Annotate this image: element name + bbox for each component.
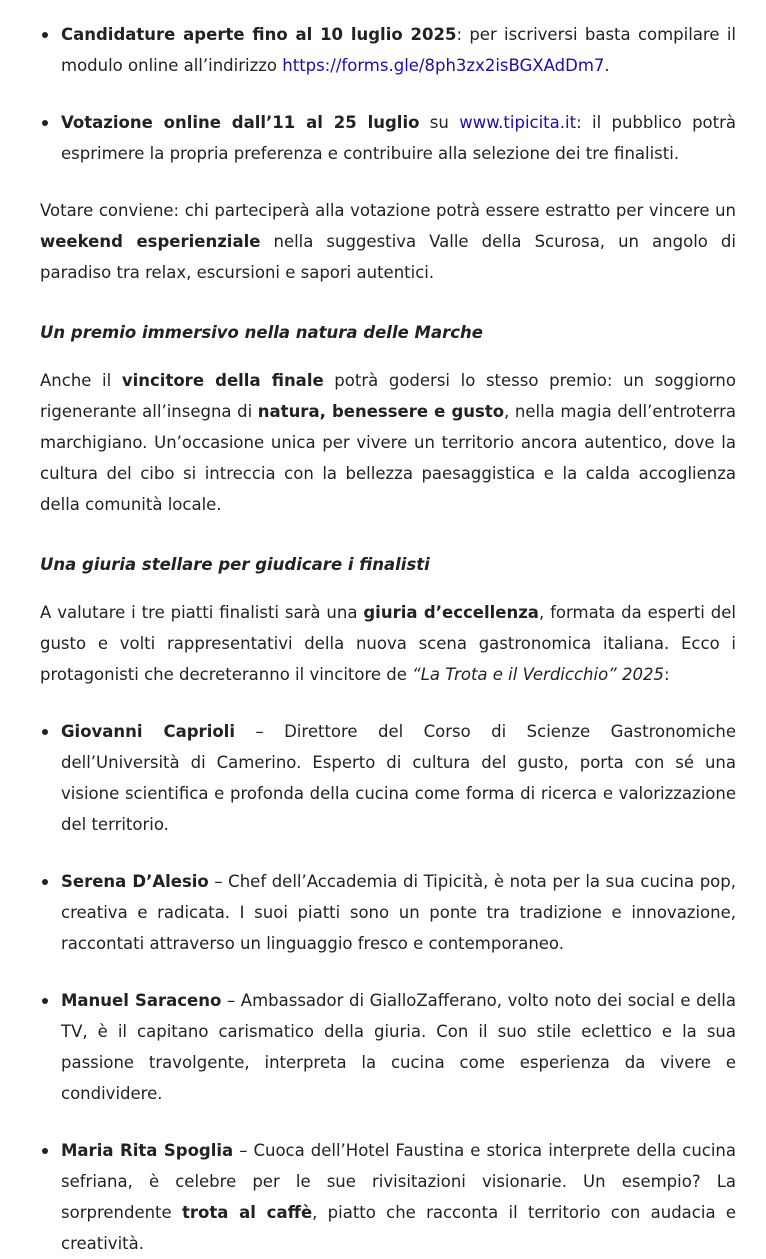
paragraph-jury: A valutare i tre piatti finalisti sarà una giuria d’eccellenza, formata da esperti del gusto e volti rappresentativi della nuova scena gastronomica italiana. Ecco i protagonisti che decreteranno il vincitore de “La Trota e il Verdicchio” 2025: [40, 603, 736, 684]
jury-list [40, 716, 736, 1259]
heading-jury: Una giuria stellare per giudicare i finalisti [40, 555, 430, 574]
list-item-voting: Votazione online dall’11 al 25 luglio su www.tipicita.it: il pubblico potrà esprimere la propria preferenza e contribuire alla selezione dei tre finalisti. [40, 107, 736, 169]
applications-deadline: Candidature aperte fino al 10 luglio 2025 [61, 25, 457, 44]
paragraph-prize: Anche il vincitore della finale potrà godersi lo stesso premio: un soggiorno rigenerante all’insegna di natura, benessere e gusto, nella magia dell’entroterra marchigiano. Un’occasione unica per vivere un territorio ancora autentico, dove la cultura del cibo si intreccia con la bellezza paesaggistica e la calda accoglienza della comunità locale. [40, 371, 736, 514]
jury-member-dalesio: Serena D’Alesio – Chef dell’Accademia di Tipicità, è nota per la sua cucina pop, creativa e radicata. I suoi piatti sono un ponte tra tradizione e innovazione, raccontati attraverso un linguaggio fresco e contemporaneo. [40, 866, 736, 959]
voting-dates: Votazione online dall’11 al 25 luglio [61, 113, 420, 132]
article-body [40, 0, 736, 1259]
jury-member-caprioli: Giovanni Caprioli – Direttore del Corso di Scienze Gastronomiche dell’Università di Camerino. Esperto di cultura del gusto, porta con sé una visione scientifica e profonda della cucina come forma di ricerca e valorizzazione del territorio. [40, 716, 736, 840]
paragraph-vote: Votare conviene: chi parteciperà alla votazione potrà essere estratto per vincere un weekend esperienziale nella suggestiva Valle della Scurosa, un angolo di paradiso tra relax, escursioni e sapori autentici. [40, 201, 736, 282]
heading-prize: Un premio immersivo nella natura delle Marche [40, 323, 483, 342]
form-link[interactable]: https://forms.gle/8ph3zx2isBGXAdDm7 [282, 56, 605, 75]
jury-member-saraceno: Manuel Saraceno – Ambassador di GialloZafferano, volto noto dei social e della TV, è il capitano carismatico della giuria. Con il suo stile eclettico e la sua passione travolgente, interpreta la cucina come esperienza da vivere e condividere. [40, 985, 736, 1109]
registration-list [40, 19, 736, 169]
tipicita-link[interactable]: www.tipicita.it [459, 113, 577, 132]
list-item-applications: Candidature aperte fino al 10 luglio 2025: per iscriversi basta compilare il modulo online all’indirizzo https://forms.gle/8ph3zx2isBGXAdDm7. [40, 19, 736, 81]
jury-member-spoglia: Maria Rita Spoglia – Cuoca dell’Hotel Faustina e storica interprete della cucina sefriana, è celebre per le sue rivisitazioni visionarie. Un esempio? La sorprendente trota al caffè, piatto che racconta il territorio con audacia e creatività. [40, 1135, 736, 1259]
